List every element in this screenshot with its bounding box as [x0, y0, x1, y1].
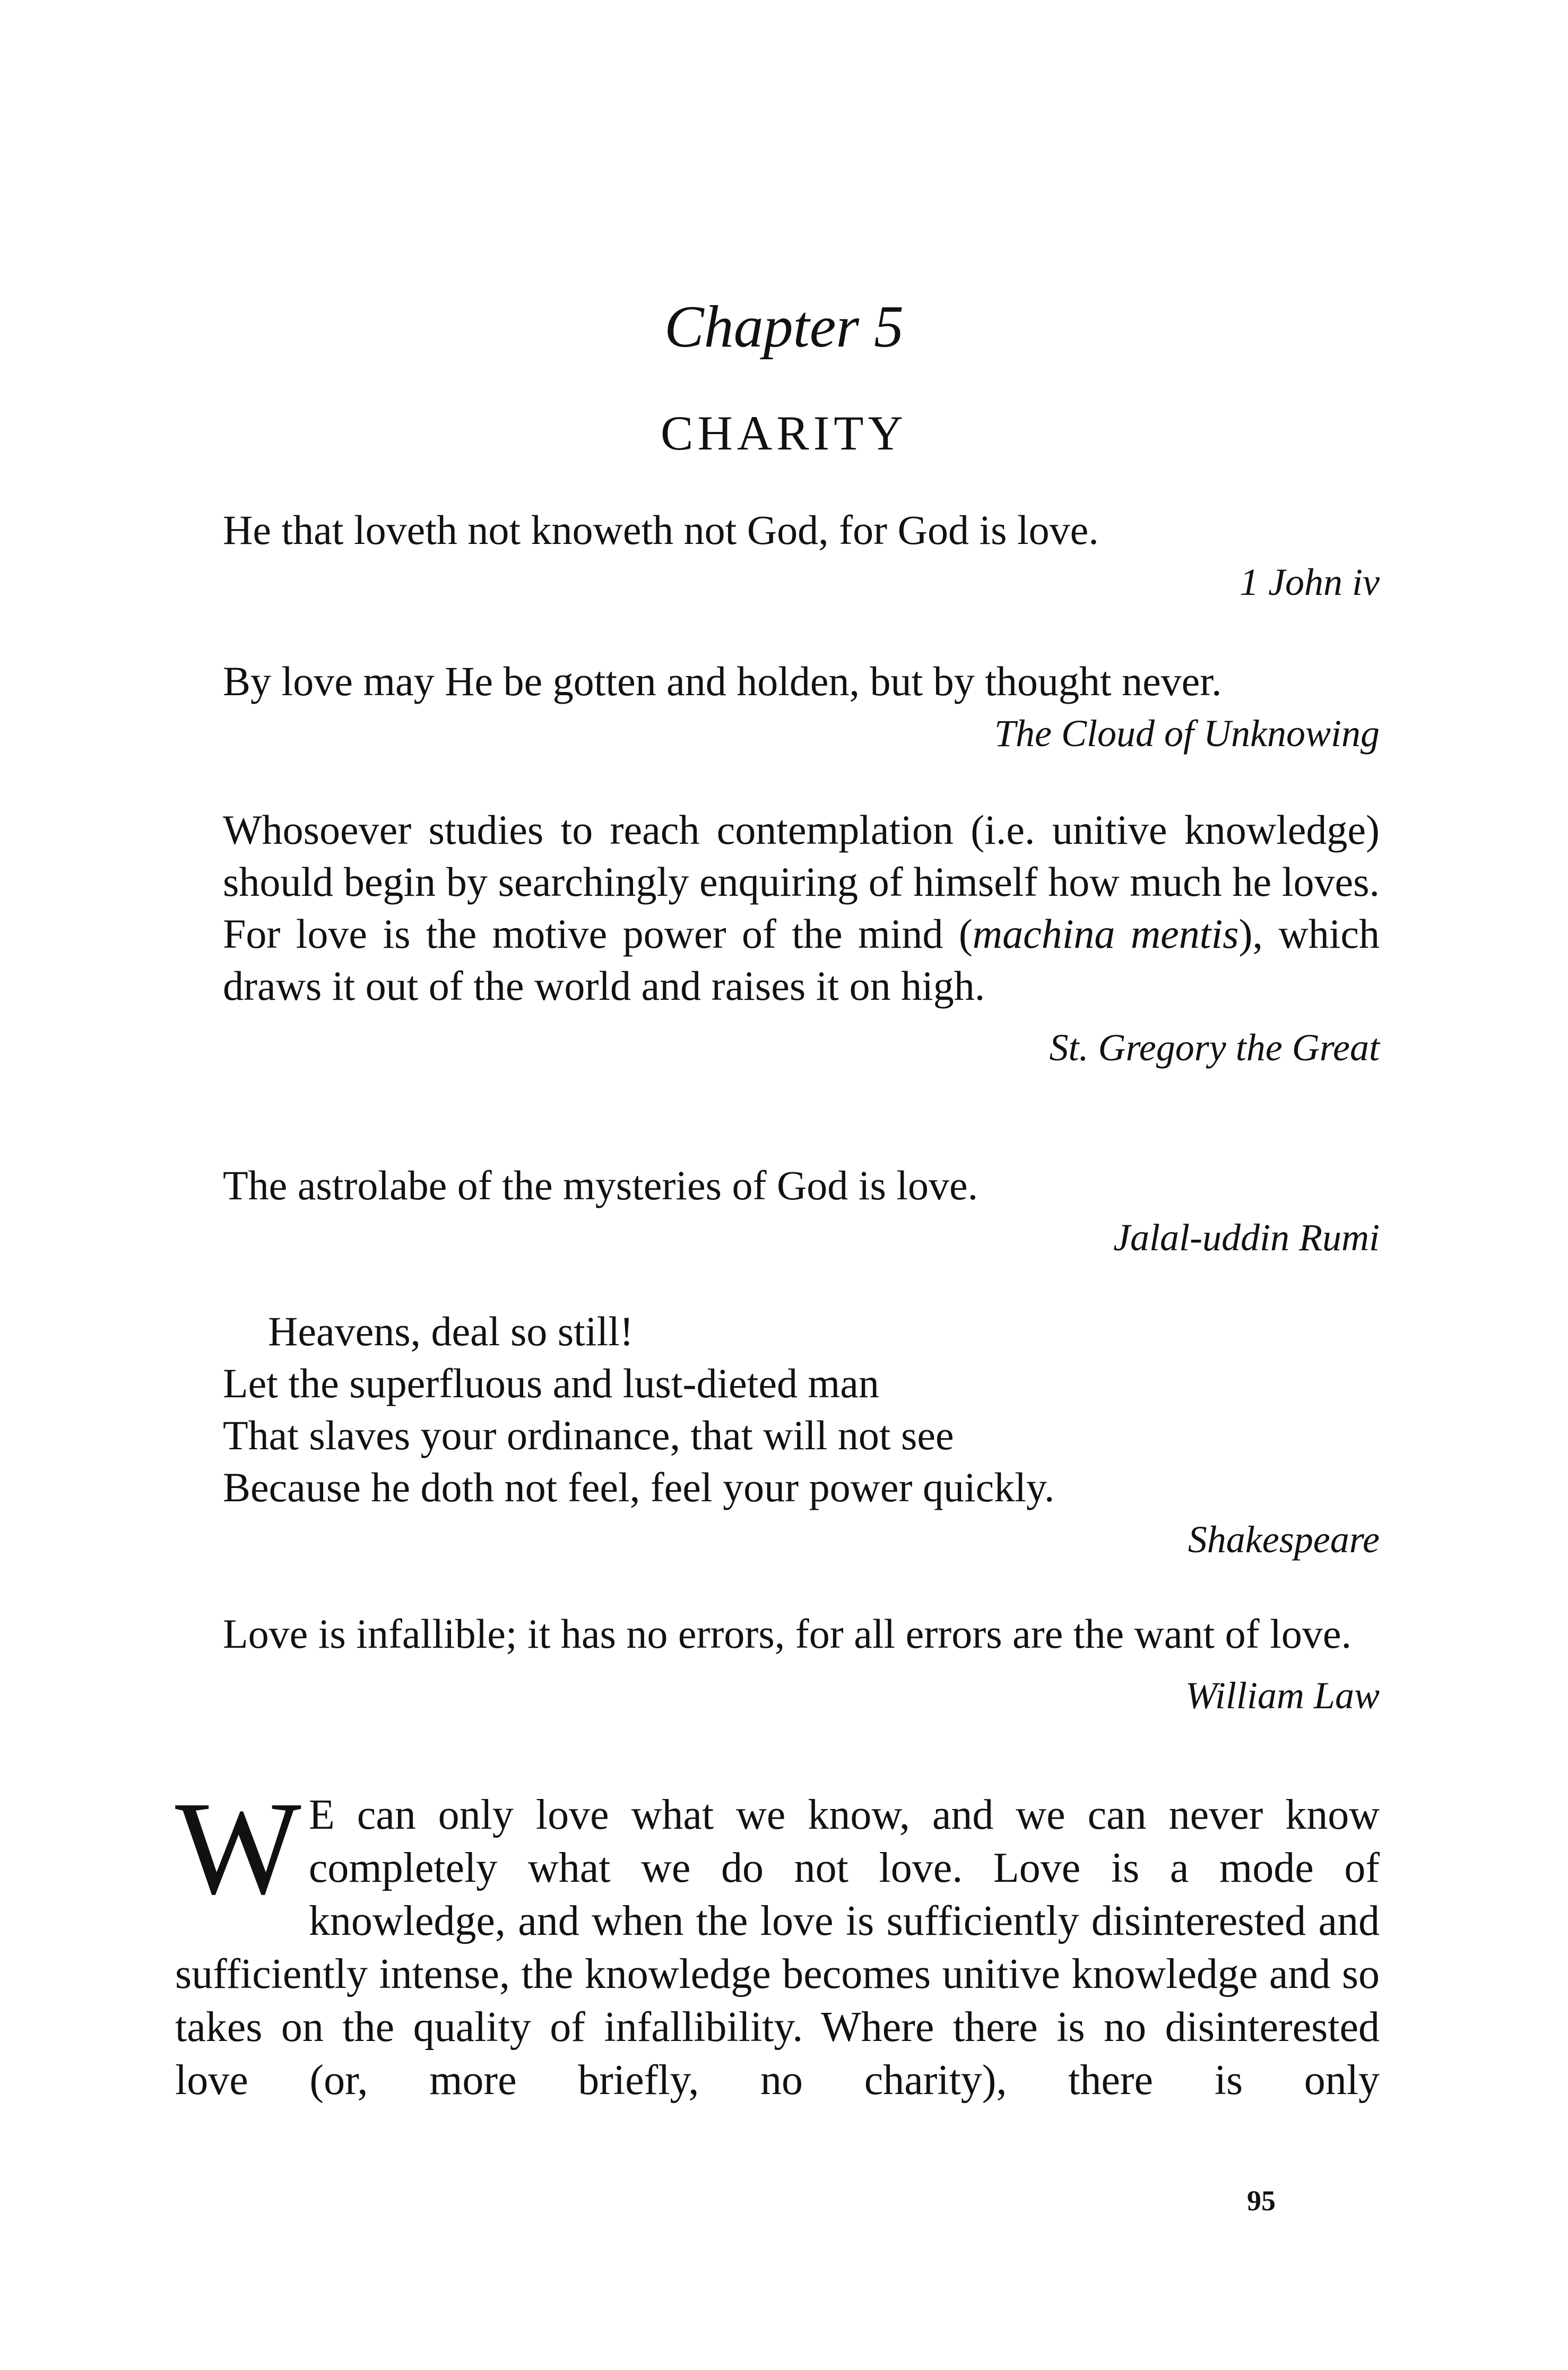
epigraph-text: By love may He be gotten and holden, but by thought never.	[223, 658, 1222, 704]
verse-line: Let the superfluous and lust-dieted man	[223, 1360, 879, 1406]
verse-line: Heavens, deal so still!	[268, 1308, 634, 1354]
epigraph-5-verse	[223, 1305, 1380, 1565]
body-paragraph	[175, 1774, 1380, 2107]
epigraph-text	[223, 804, 1380, 1012]
page-number: 95	[1247, 2185, 1276, 2217]
verse-line: That slaves your ordinance, that will not see	[223, 1412, 954, 1458]
epigraph-attribution: St. Gregory the Great	[1049, 1026, 1380, 1069]
epigraph-6	[223, 1608, 1380, 1722]
epigraph-attribution: Jalal-uddin Rumi	[1113, 1216, 1380, 1259]
chapter-title: CHARITY	[661, 406, 907, 460]
epigraph-text: Love is infallible; it has no errors, for all errors are the want of love.	[223, 1611, 1352, 1657]
epigraph-latin-term: machina mentis	[972, 911, 1239, 957]
epigraph-text: He that loveth not knoweth not God, for God is love.	[223, 507, 1099, 553]
epigraph-2	[223, 655, 1380, 759]
body-paragraph-text: E can only love what we know, and we can never know completely what we do not love. Love is a mode of knowledge, and when the love is sufficiently disinterested and sufficiently intense, the knowledge becomes unitive knowledge and so takes on the quality of infallibility. Where there is no disinterested love (or, more briefly, no charity), there is only	[175, 1792, 1380, 2104]
drop-cap: W	[175, 1774, 301, 1922]
epigraph-text: The astrolabe of the mysteries of God is love.	[223, 1162, 978, 1208]
epigraph-attribution: The Cloud of Unknowing	[994, 712, 1380, 755]
epigraph-attribution: Shakespeare	[1188, 1518, 1380, 1561]
epigraph-attribution: 1 John iv	[1240, 561, 1380, 603]
chapter-heading: Chapter 5	[664, 294, 904, 360]
epigraph-4	[223, 1160, 1380, 1264]
verse-line: Because he doth not feel, feel your power quickly.	[223, 1464, 1055, 1510]
epigraph-1	[223, 504, 1380, 608]
epigraph-text-part: ), which draws it out of the world and raises it on high.	[223, 911, 1380, 1009]
epigraph-3	[223, 804, 1380, 1074]
epigraph-text-part: Whosoever studies to reach contemplation (i.e. unitive knowledge) should begin by searchingly enquiring of himself how much he loves. For love is the motive power of the mind (	[223, 807, 1380, 957]
epigraph-attribution: William Law	[1185, 1674, 1380, 1717]
